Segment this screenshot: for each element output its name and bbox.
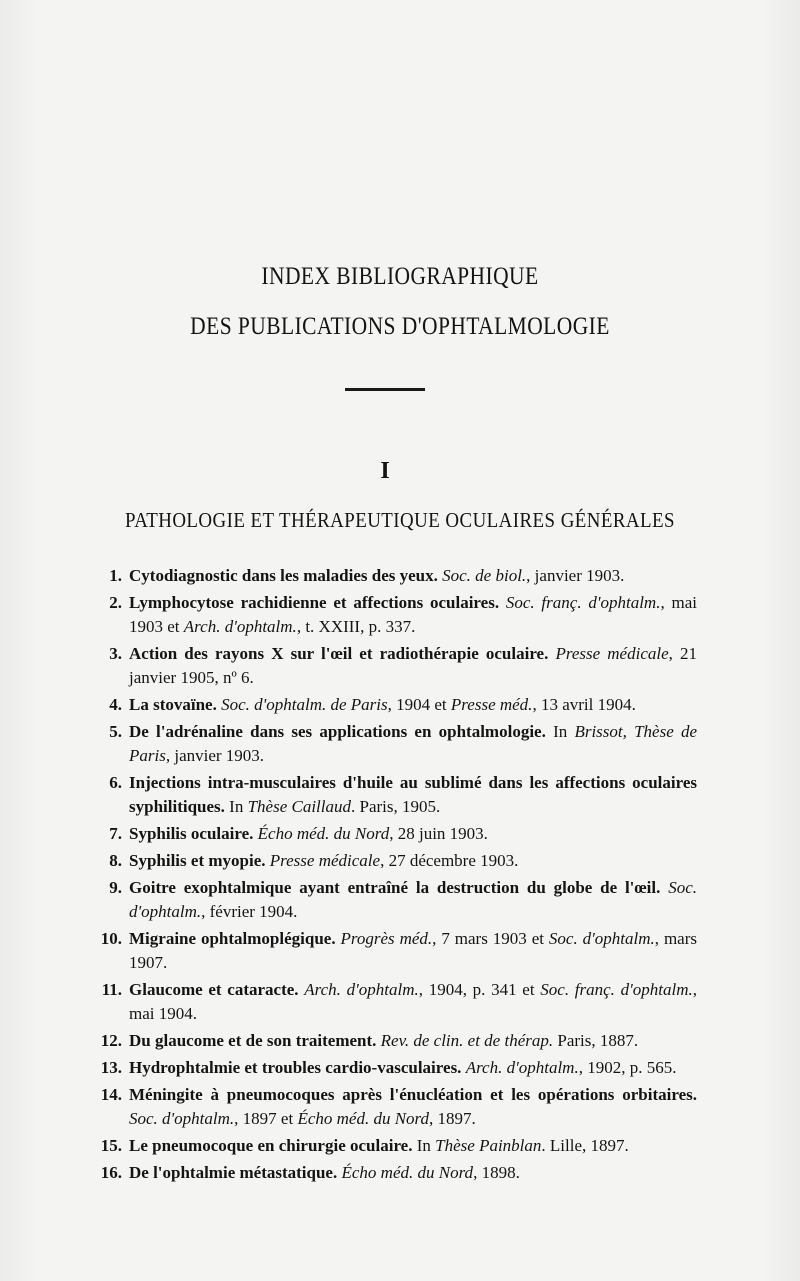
bibliography-entry [92, 693, 697, 717]
entry-title: Glaucome et cataracte. [129, 980, 299, 999]
entry-details: , 1897 et [234, 1109, 294, 1128]
entry-details: , 27 décembre 1903. [380, 851, 519, 870]
entry-details-secondary: , t. XXIII, p. 337. [296, 617, 416, 636]
entry-journal: Arch. d'ophtalm. [465, 1058, 579, 1077]
entry-number: 15. [100, 1136, 122, 1155]
entry-title: Hydrophtalmie et troubles cardio-vasculaires. [129, 1058, 462, 1077]
bibliography-entry [92, 1083, 697, 1131]
entry-prefix: In [416, 1136, 431, 1155]
entry-title: Goitre exophtalmique ayant entraîné la destruction du globe de l'œil. [129, 878, 661, 897]
entry-journal: Soc. d'ophtalm. [129, 878, 698, 921]
entry-details: , janvier 1903. [526, 566, 625, 585]
entry-details: Paris, 1887. [553, 1031, 639, 1050]
entry-number: 1. [109, 566, 122, 585]
entry-title: Lymphocytose rachidienne et affections oculaires. [129, 593, 500, 612]
entry-journal-secondary: Soc. d'ophtalm. [548, 929, 655, 948]
index-heading-line1: INDEX BIBLIOGRAPHIQUE [261, 263, 539, 290]
entry-journal: Progrès méd. [340, 929, 433, 948]
entry-journal: Arch. d'ophtalm. [304, 980, 419, 999]
entry-details: . Lille, 1897. [541, 1136, 629, 1155]
section-number: I [380, 458, 390, 484]
entry-details-secondary: , 1897. [429, 1109, 476, 1128]
entry-journal: Soc. d'ophtalm. [129, 1109, 235, 1128]
entry-number: 3. [109, 644, 122, 663]
entry-number: 14. [100, 1085, 122, 1104]
bibliography-entry [92, 1029, 697, 1053]
bibliography-entry [92, 591, 697, 639]
entry-details: , 1902, p. 565. [578, 1058, 677, 1077]
bibliography-entry [92, 849, 697, 873]
bibliography-entry [92, 1056, 697, 1080]
entry-details: , mai 1903 et [129, 593, 697, 636]
entry-journal: Thèse Painblan [435, 1136, 542, 1155]
bibliography-entry [92, 1134, 697, 1158]
entry-journal: Brissot, Thèse de Paris [129, 722, 698, 765]
entry-journal: Soc. franç. d'ophtalm. [505, 593, 661, 612]
entry-journal: Thèse Caillaud [247, 797, 351, 816]
bibliography-entry [92, 564, 697, 588]
entry-number: 5. [109, 722, 122, 741]
entry-number: 2. [109, 593, 122, 612]
bibliography-entry [92, 876, 697, 924]
entry-number: 6. [109, 773, 122, 792]
entry-details: , janvier 1903. [165, 746, 265, 765]
entry-number: 7. [109, 824, 122, 843]
entry-details: , 1904 et [387, 695, 447, 714]
entry-journal: Rev. de clin. et de thérap. [380, 1031, 554, 1050]
entry-details: , 1904, p. 341 et [418, 980, 535, 999]
heading-divider [345, 388, 425, 391]
entry-journal-secondary: Écho méd. du Nord [297, 1109, 430, 1128]
entry-details: , 1898. [473, 1163, 520, 1182]
entry-prefix: In [229, 797, 244, 816]
entry-journal: Écho méd. du Nord [257, 824, 390, 843]
entry-title: De l'ophtalmie métastatique. [129, 1163, 338, 1182]
entry-title: Migraine ophtalmoplégique. [129, 929, 336, 948]
entry-journal-secondary: Presse méd. [450, 695, 533, 714]
bibliography-entry [92, 771, 697, 819]
entry-details: , 7 mars 1903 et [432, 929, 544, 948]
entry-details-secondary: , mars 1907. [129, 929, 697, 972]
entry-number: 8. [109, 851, 122, 870]
entry-details: , février 1904. [201, 902, 298, 921]
bibliography-list [92, 564, 697, 1188]
entry-number: 12. [100, 1031, 122, 1050]
bibliography-entry [92, 642, 697, 690]
entry-title: Du glaucome et de son traitement. [129, 1031, 377, 1050]
entry-title: Le pneumocoque en chirurgie oculaire. [129, 1136, 413, 1155]
entry-title: Action des rayons X sur l'œil et radiothérapie oculaire. [129, 644, 549, 663]
entry-journal-secondary: Soc. franç. d'ophtalm. [540, 980, 693, 999]
entry-details: , 21 janvier 1905, nº 6. [129, 644, 697, 687]
entry-title: Syphilis et myopie. [129, 851, 266, 870]
entry-details: . Paris, 1905. [351, 797, 441, 816]
entry-details-secondary: , mai 1904. [129, 980, 697, 1023]
bibliography-entry [92, 822, 697, 846]
entry-title: Syphilis oculaire. [129, 824, 254, 843]
entry-number: 10. [100, 929, 122, 948]
entry-details-secondary: , 13 avril 1904. [532, 695, 636, 714]
entry-title: Méningite à pneumocoques après l'énucléation et les opérations orbitaires. [129, 1085, 697, 1104]
entry-number: 13. [100, 1058, 122, 1077]
entry-journal: Presse médicale [555, 644, 669, 663]
entry-journal: Soc. d'ophtalm. de Paris [221, 695, 388, 714]
bibliography-entry [92, 720, 697, 768]
entry-title: Cytodiagnostic dans les maladies des yeux. [129, 566, 438, 585]
bibliography-entry [92, 978, 697, 1026]
entry-number: 16. [100, 1163, 122, 1182]
entry-number: 4. [109, 695, 122, 714]
entry-number: 11. [101, 980, 122, 999]
bibliography-entry [92, 1161, 697, 1185]
entry-number: 9. [109, 878, 122, 897]
entry-journal: Soc. de biol. [442, 566, 527, 585]
entry-title: Injections intra-musculaires d'huile au sublimé dans les affections oculaires syphilitiques. [129, 773, 697, 816]
entry-details: , 28 juin 1903. [389, 824, 488, 843]
index-heading-line2: DES PUBLICATIONS D'OPHTALMOLOGIE [190, 313, 610, 340]
entry-journal: Écho méd. du Nord [341, 1163, 474, 1182]
entry-journal-secondary: Arch. d'ophtalm. [183, 617, 297, 636]
entry-prefix: In [553, 722, 568, 741]
entry-title: La stovaïne. [129, 695, 217, 714]
entry-title: De l'adrénaline dans ses applications en ophtalmologie. [129, 722, 546, 741]
bibliography-entry [92, 927, 697, 975]
entry-journal: Presse médicale [269, 851, 381, 870]
section-title: PATHOLOGIE ET THÉRAPEUTIQUE OCULAIRES GÉNÉRALES [124, 508, 675, 532]
